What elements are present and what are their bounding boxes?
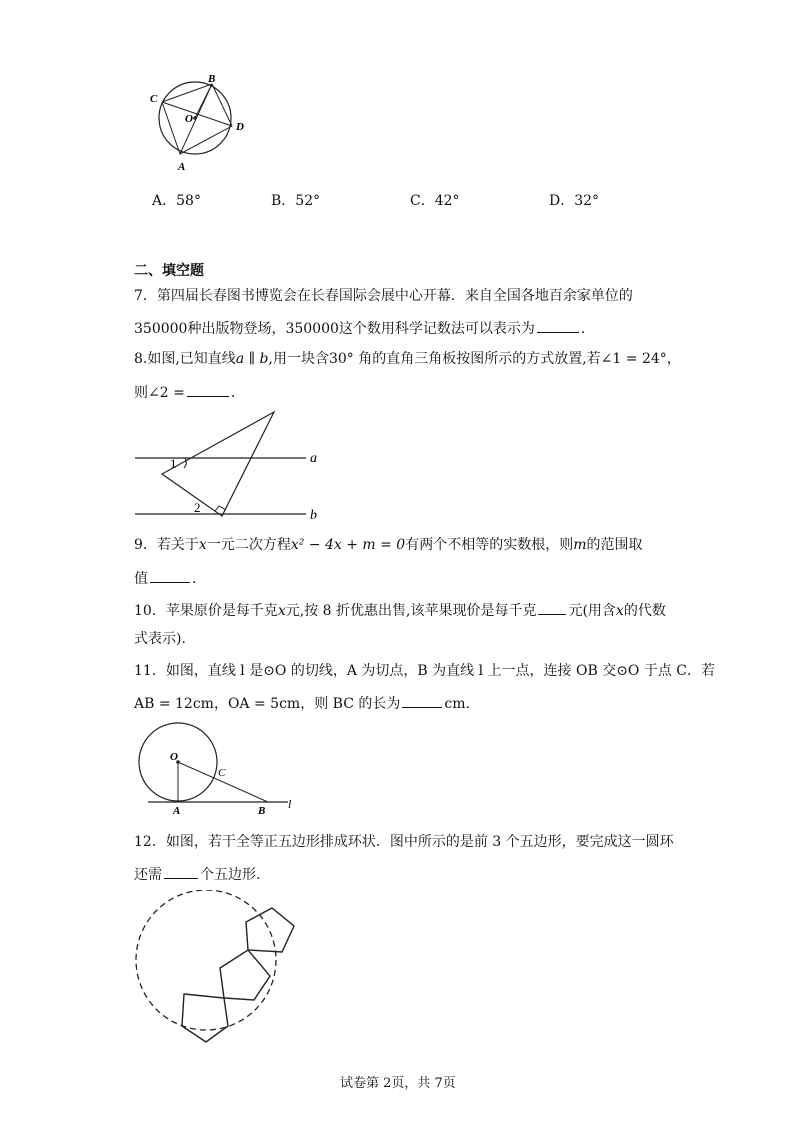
q8-line2-end: ． [230,385,245,401]
q10-line1-mid2: 元(用含 [568,603,616,619]
q8-label-2: 2 [194,500,201,515]
q8-label-b: b [310,508,317,523]
q11-line2-start: AB = 12cm，OA = 5cm，则 BC 的长为 [134,696,401,712]
option-value: 32° [574,193,600,209]
option-letter: D． [549,193,575,209]
q10-line1-end: 的代数 [623,603,666,619]
q11-tangent-figure [136,722,306,818]
q6-option-a [152,192,201,210]
q8-var-b: b [259,351,269,367]
q6-label-c: C [150,93,158,105]
q9-line1-mid: 一元二次方程 [206,537,291,553]
q12-answer-blank[interactable] [164,864,198,879]
q8-line1-end: ,用一块含30° 角的直角三角板按图所示的方式放置,若∠1 = 24°， [268,351,681,367]
option-letter: A． [152,193,177,209]
q8-var-a: a [235,351,245,367]
q6-option-d [549,192,599,210]
q10-answer-blank[interactable] [538,600,566,615]
q9-var-m: m [573,537,587,553]
option-letter: B． [271,193,296,209]
q10-var-x: x [277,603,286,619]
q10-line2: 式表示). [134,631,186,647]
q12-pentagon-3 [246,908,294,952]
option-value: 52° [295,193,321,209]
q8-label-a: a [310,451,317,466]
q9-line1 [134,536,643,554]
option-value: 58° [176,193,201,209]
section-title: 二、填空题 [134,263,204,279]
q10-line1-start: 10．苹果原价是每千克 [134,603,278,619]
q11-answer-blank[interactable] [402,693,442,708]
q7-line2-text: 350000种出版物登场，350000这个数用科学记数法可以表示为 [134,321,535,337]
q10-var-x2: x [615,603,624,619]
q7-line2 [134,318,595,338]
q7-line1: 7．第四届长春图书博览会在长春国际会展中心开幕．来自全国各地百余家单位的 [134,288,633,304]
q6-label-d: D [236,121,244,133]
q9-line2 [134,568,206,588]
q11-line1: 11．如图，直线 l 是⊙O 的切线，A 为切点，B 为直线 l 上一点，连接 OB 交⊙O 于点 C．若 [134,663,716,679]
q12-line2-end: 个五边形. [200,867,261,883]
q6-option-b [271,192,320,210]
q6-circle-figure [140,70,260,180]
q6-label-o: O [185,113,193,125]
q11-label-b: B [258,805,266,817]
q12-pentagon-2 [220,950,270,1000]
q9-line2-start: 值 [134,571,148,587]
q9-line2-end: ． [192,571,206,587]
q8-line2 [134,382,245,402]
q6-option-c [410,192,460,210]
q6-center-dot [193,116,197,120]
option-letter: C． [410,193,435,209]
q8-label-1: 1 [170,456,177,471]
q8-line1-start: 8.如图,已知直线 [134,351,236,367]
q10-line1-mid: 元,按 8 折优惠出售,该苹果现价是每千克 [285,603,537,619]
option-value: 42° [434,193,460,209]
q11-label-c: C [218,767,226,779]
q6-label-b: B [208,73,216,85]
q8-angle1-arc [184,458,186,468]
q11-label-l: l [288,797,292,811]
q8-answer-blank[interactable] [187,382,229,397]
q12-pentagon-ring-figure [130,890,310,1050]
q9-var-x: x [198,537,207,553]
q12-line2-start: 还需 [134,867,162,883]
page-footer: 试卷第 2页，共 7页 [340,1076,456,1091]
q9-equation: x² − 4x + m = 0 [290,537,406,553]
q9-line1-end: 的范围取 [586,537,643,553]
q8-line2-start: 则∠2 = [134,385,185,401]
q9-line1-mid2: 有两个不相等的实数根，则 [405,537,574,553]
q8-line1 [134,350,681,368]
q11-line2 [134,693,470,713]
q7-line2-end: ． [580,321,595,337]
q11-label-o: O [170,751,178,763]
q8-parallel-lines-figure [130,408,330,526]
q10-line1 [134,600,666,620]
q8-triangle [162,412,274,516]
q9-line1-start: 9．若关于 [134,537,199,553]
q11-line2-end: cm. [444,696,470,712]
q12-line2 [134,864,260,884]
q12-line1: 12．如图，若干全等正五边形排成环状．图中所示的是前 3 个五边形，要完成这一圆环 [134,834,674,850]
q9-answer-blank[interactable] [150,568,190,583]
q7-answer-blank[interactable] [537,318,579,333]
q12-pentagon-1 [182,994,228,1042]
q11-label-a: A [173,805,181,817]
q6-label-a: A [178,161,186,173]
q12-dashed-circle [136,890,276,1030]
q8-parallel: ∥ [244,351,260,367]
